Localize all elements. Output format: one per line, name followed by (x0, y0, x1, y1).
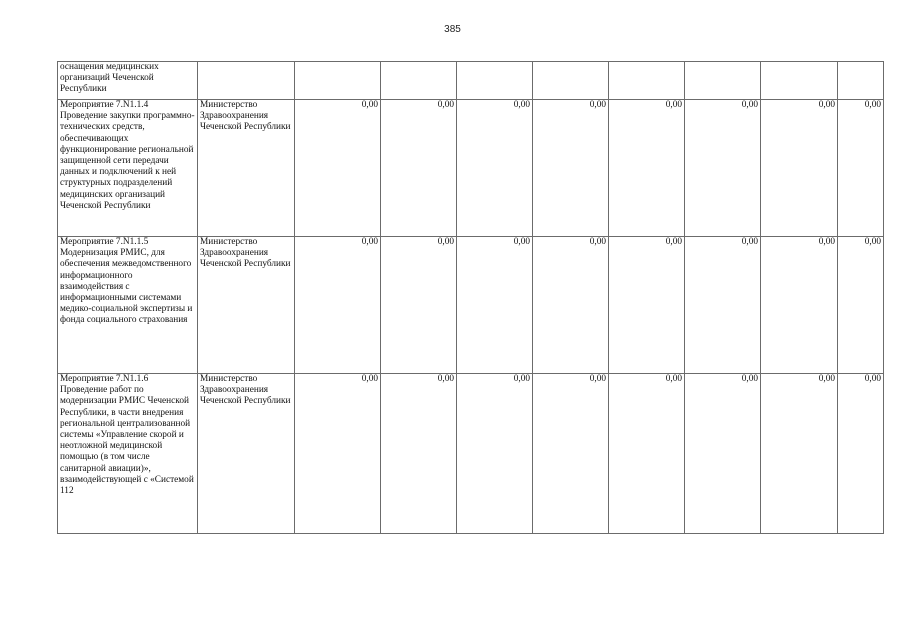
value-cell: 0,00 (838, 100, 884, 237)
value-cell: 0,00 (457, 374, 533, 534)
activity-name-cell: оснащения медицинских организаций Чеченской Республики (58, 62, 198, 100)
executor-cell: Министерство Здравоохранения Чеченской Республики (198, 100, 295, 237)
value-cell (685, 62, 761, 100)
table-row (58, 62, 884, 100)
value-cell: 0,00 (295, 237, 381, 374)
value-cell: 0,00 (457, 237, 533, 374)
value-cell: 0,00 (609, 100, 685, 237)
value-cell: 0,00 (381, 100, 457, 237)
value-cell (457, 62, 533, 100)
table-row (58, 237, 884, 374)
value-cell (533, 62, 609, 100)
value-cell: 0,00 (685, 237, 761, 374)
value-cell (761, 62, 838, 100)
value-cell: 0,00 (609, 237, 685, 374)
activity-name-cell: Мероприятие 7.N1.1.6 Проведение работ по модернизации РМИС Чеченской Республики, в части внедрения региональной централизованной системы «Управление скорой и неотложной медицинской помощью (в том числе санитарной авиации)», взаимодействующей с «Системой 112 (58, 374, 198, 534)
value-cell (609, 62, 685, 100)
value-cell: 0,00 (761, 374, 838, 534)
value-cell: 0,00 (533, 374, 609, 534)
value-cell (381, 62, 457, 100)
page-number: 385 (444, 24, 461, 35)
value-cell: 0,00 (295, 374, 381, 534)
value-cell: 0,00 (685, 374, 761, 534)
activity-name-cell: Мероприятие 7.N1.1.5 Модернизация РМИС, для обеспечения межведомственного информационного взаимодействия с информационными системами медико-социальной экспертизы и фонда социального страхования (58, 237, 198, 374)
value-cell (295, 62, 381, 100)
value-cell: 0,00 (838, 374, 884, 534)
value-cell: 0,00 (609, 374, 685, 534)
value-cell: 0,00 (685, 100, 761, 237)
executor-cell (198, 62, 295, 100)
executor-cell: Министерство Здравоохранения Чеченской Республики (198, 374, 295, 534)
executor-cell: Министерство Здравоохранения Чеченской Республики (198, 237, 295, 374)
value-cell: 0,00 (295, 100, 381, 237)
value-cell: 0,00 (761, 237, 838, 374)
table-row (58, 374, 884, 534)
table-row (58, 100, 884, 237)
value-cell: 0,00 (381, 374, 457, 534)
budget-table (57, 61, 884, 534)
value-cell: 0,00 (533, 100, 609, 237)
value-cell: 0,00 (761, 100, 838, 237)
value-cell: 0,00 (838, 237, 884, 374)
value-cell: 0,00 (381, 237, 457, 374)
value-cell: 0,00 (457, 100, 533, 237)
value-cell: 0,00 (533, 237, 609, 374)
value-cell (838, 62, 884, 100)
activity-name-cell: Мероприятие 7.N1.1.4 Проведение закупки программно-технических средств, обеспечивающих функционирование региональной защищенной сети передачи данных и подключений к ней структурных подразделений медицинских организаций Чеченской Республики (58, 100, 198, 237)
